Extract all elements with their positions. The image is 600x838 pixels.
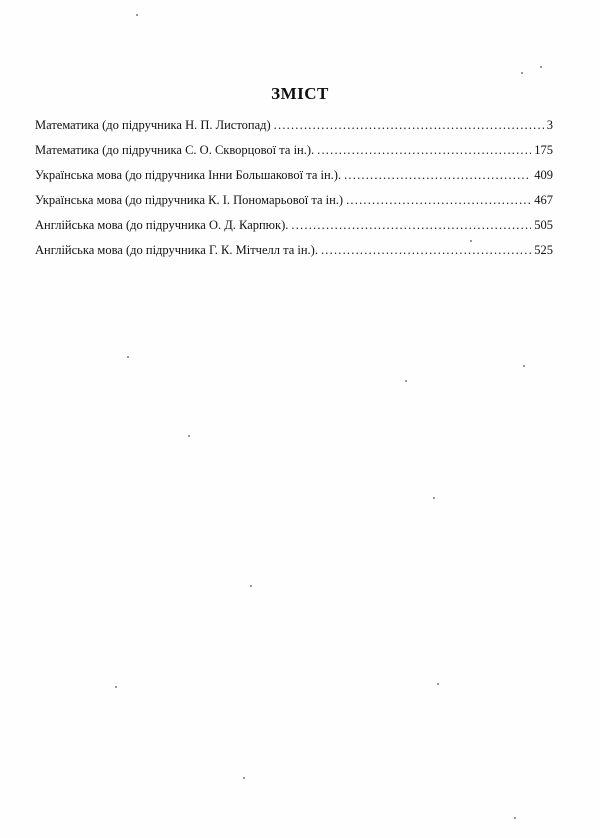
toc-leader-dots	[346, 193, 531, 208]
scan-speck	[115, 686, 117, 688]
toc-leader-dots	[274, 118, 544, 133]
toc-entry-page: 3	[546, 118, 553, 132]
scan-speck	[405, 380, 407, 382]
toc-entry-page: 467	[534, 193, 553, 207]
toc-entry	[35, 218, 553, 243]
toc-list	[35, 118, 553, 268]
scan-speck	[127, 356, 129, 358]
toc-entry	[35, 118, 553, 143]
scan-speck	[540, 66, 542, 68]
scan-speck	[250, 585, 252, 587]
toc-entry	[35, 243, 553, 268]
toc-leader-dots	[317, 143, 531, 158]
scan-speck	[136, 14, 138, 16]
toc-entry-label: Математика (до підручника Н. П. Листопад)	[35, 118, 271, 132]
toc-entry-page: 525	[534, 243, 553, 257]
toc-entry-label: Математика (до підручника С. О. Скворцової та ін.).	[35, 143, 315, 157]
toc-entry	[35, 168, 553, 193]
toc-entry-page: 505	[534, 218, 553, 232]
scan-speck	[433, 497, 435, 499]
scan-speck	[521, 72, 523, 74]
toc-leader-dots	[291, 218, 531, 233]
scan-speck	[243, 777, 245, 779]
toc-entry-label: Англійська мова (до підручника Г. К. Мітчелл та ін.).	[35, 243, 318, 257]
toc-entry-page: 175	[534, 143, 553, 157]
toc-leader-dots	[321, 243, 531, 258]
scan-speck	[188, 435, 190, 437]
toc-entry-label: Англійська мова (до підручника О. Д. Карпюк).	[35, 218, 289, 232]
toc-entry-label: Українська мова (до підручника Інни Большакової та ін.).	[35, 168, 342, 182]
scan-speck	[523, 365, 525, 367]
scan-speck	[514, 817, 516, 819]
toc-entry	[35, 143, 553, 168]
scan-speck	[437, 683, 439, 685]
toc-entry	[35, 193, 553, 218]
toc-entry-label: Українська мова (до підручника К. І. Пономарьової та ін.)	[35, 193, 344, 207]
toc-leader-dots	[344, 168, 531, 183]
toc-title: ЗМІСТ	[271, 84, 329, 103]
scan-speck	[470, 240, 472, 242]
toc-entry-page: 409	[534, 168, 553, 182]
